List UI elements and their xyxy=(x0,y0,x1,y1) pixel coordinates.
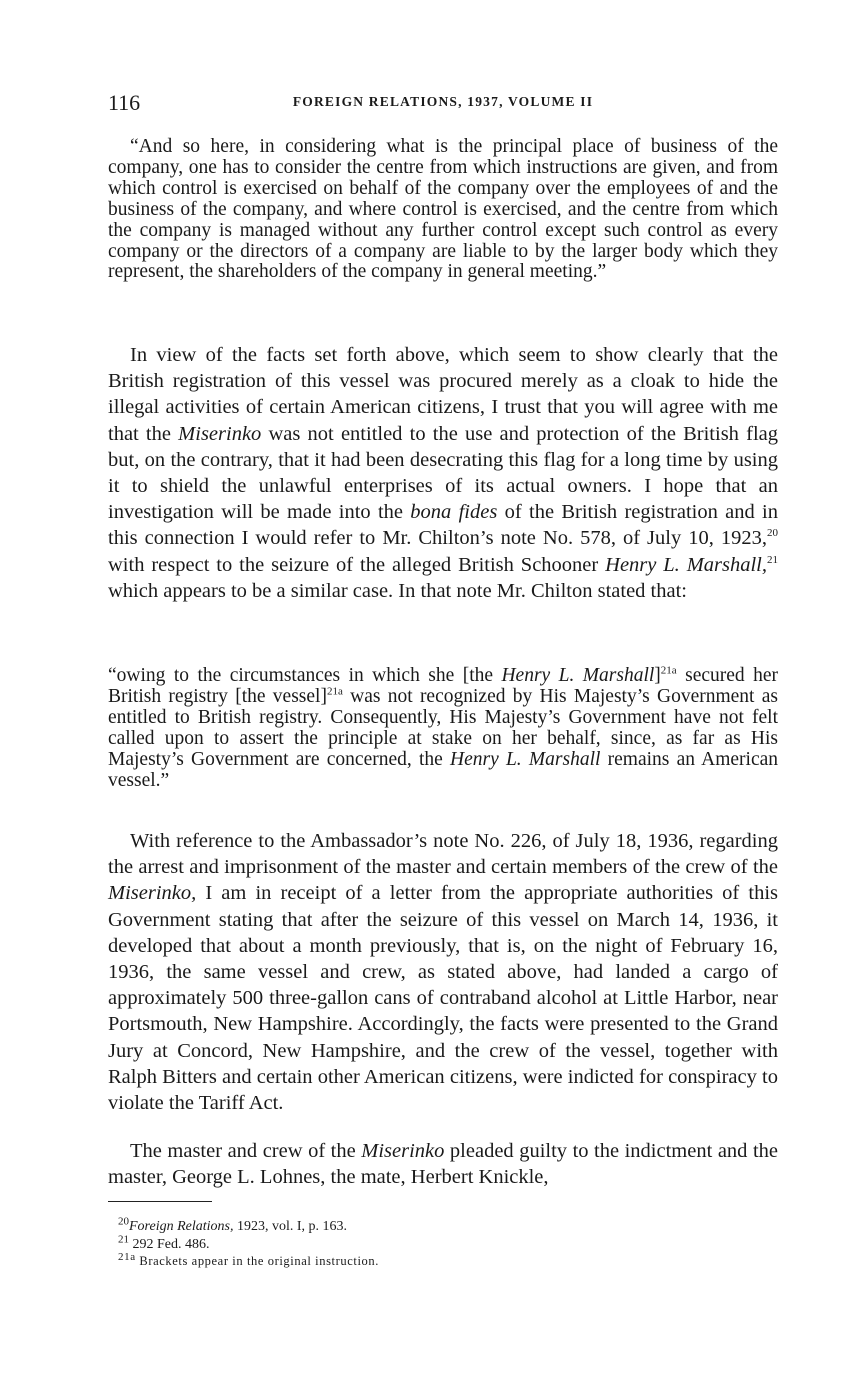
quote-principal-place-of-business: “And so here, in considering what is the principal place of business of the company, one has to consider the centre from which instructions are given, and from which control is exercised on behalf of the company over the employees of and the business of the company, and where control is exercised, and the centre from which the company is managed without any further control except such control as every company or the directors of a company are liable to by the larger body which they represent, the shareholders of the company in general meeting.” xyxy=(108,136,778,283)
term-bona-fides: bona fides xyxy=(410,501,498,524)
footnote-divider xyxy=(108,1201,212,1202)
paragraph-british-registration: In view of the facts set forth above, which seem to show clearly that the British registration of this vessel was procured merely as a cloak to hide the illegal activities of certain American citizens, I trust that you will agree with me that the Miserinko was not entitled to the use and protection of the British flag but, on the contrary, that it had been desecrating this flag for a long time by using it to shield the unlawful enterprises of its actual owners. I hope that an investigation will be made into the bona fides of the British registration and in this connection I would refer to Mr. Chilton’s note No. 578, of July 10, 1923,20 with respect to the seizure of the alleged British Schooner Henry L. Marshall,$^{21}$ which appears to be a similar case. In that note Mr. Chilton stated that: xyxy=(108,344,779,602)
paragraph-arrest-of-crew: With reference to the Ambassador’s note No. 226, of July 18, 1936, regarding the arrest and imprisonment of the master and certain members of the crew of the Miserinko, I am in receipt of a letter from the appropriate authorities of this Government stating that after the seizure of this vessel on March 14, 1936, it developed that about a month previously, that is, on the night of February 16, 1936, the same vessel and crew, as stated above, had landed a cargo of approximately 500 three-gallon cans of contraband alcohol at Little Harbor, near Portsmouth, New Hampshire. Accordingly, the facts were presented to the Grand Jury at Concord, New Hampshire, and the crew of the vessel, together with Ralph Bitters and certain other American citizens, were indicted for conspiracy to violate the Tariff Act. xyxy=(108,830,778,1115)
vessel-name: Henry L. Marshall, xyxy=(605,553,768,576)
footnotes xyxy=(118,1215,379,1271)
vessel-name: Miserinko, xyxy=(108,882,197,905)
page-header xyxy=(108,90,778,116)
running-head: FOREIGN RELATIONS, 1937, VOLUME II xyxy=(292,94,594,109)
paragraph-guilty-plea: The master and crew of the Miserinko pleaded guilty to the indictment and the master, George L. Lohnes, the mate, Herbert Knickle, xyxy=(108,1140,778,1189)
quote-chilton-note: “owing to the circumstances in which she [the Henry L. Marshall]$^{21a}$ secured her British registry [the vessel]$^{21a}$ was not recognized by His Majesty’s Government as entitled to British registry. Consequently, His Majesty’s Government have not felt called upon to assert the principle at stake on her behalf, since, as far as His Majesty’s Government are concerned, the Henry L. Marshall remains an American vessel.” xyxy=(108,664,779,791)
vessel-name: Miserinko xyxy=(361,1140,445,1162)
footnote-21: $^{21}$ 292 Fed. 486. xyxy=(118,1232,210,1252)
vessel-name: Miserinko xyxy=(178,422,262,445)
footnote-ref-21a: 21a xyxy=(660,664,677,677)
footnote-20: $^{20}$Foreign Relations, 1923, vol. I, p. 163. xyxy=(118,1215,348,1234)
footnote-21a: $^{21a}$ Brackets appear in the original instruction. xyxy=(118,1250,379,1268)
page-number: 116 xyxy=(108,90,141,115)
vessel-name: Henry L. Marshall xyxy=(501,665,655,686)
footnote-ref-20: 20 xyxy=(767,527,778,540)
footnote-ref-21a: 21a xyxy=(326,685,343,698)
footnote-ref-21: 21 xyxy=(767,553,779,566)
vessel-name: Henry L. Marshall xyxy=(450,748,601,770)
